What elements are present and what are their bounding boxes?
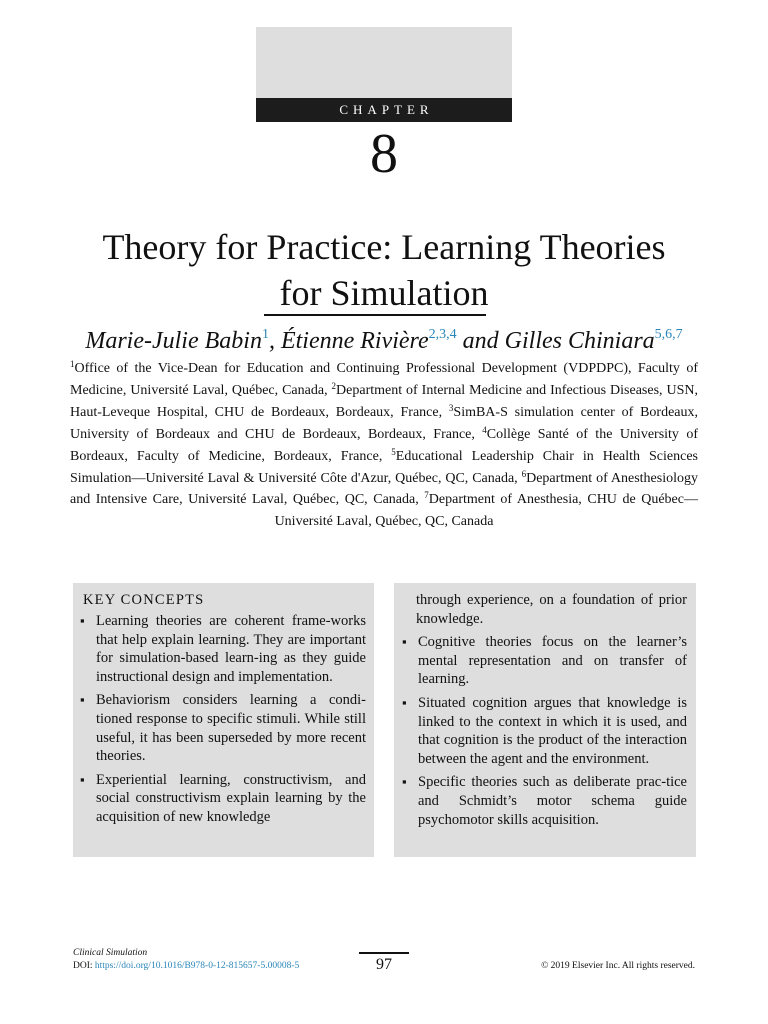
affiliation-mark: 3 [448,402,454,413]
author-separator: , [268,328,281,354]
chapter-title [40,224,728,316]
affiliation-text: Office of the Vice-Dean for Education and Continuing Professional Development (VDPDPC), Faculty of Medicine, Université Laval, Québec, Canada, [70,361,698,398]
author-name: Marie-Julie Babin [85,328,262,354]
affiliation-mark: 7 [424,490,429,501]
key-concept-continuation: through experience, on a foundation of prior knowledge. [416,592,687,627]
author-name: Gilles Chiniara [504,328,655,354]
page-number-rule [359,952,409,954]
key-concept-item: ▪ Specific theories such as deliberate prac-tice and Schmidt’s motor schema guide psychomotor skills acquisition. [402,773,687,829]
doi-link[interactable]: https://doi.org/10.1016/B978-0-12-815657-5.00008-5 [94,961,300,971]
chapter-title-line-1: Theory for Practice: Learning Theories [102,227,666,267]
journal-name: Clinical Simulation [73,948,148,958]
affiliation-text: Department of Anesthesia, CHU de Québec—Université Laval, Québec, QC, Canada [274,492,698,530]
key-concepts-heading: KEY CONCEPTS [83,592,205,608]
title-rule [264,314,486,316]
affiliation-text: Department of Internal Medicine and Infectious Diseases, USN, Haut-Leveque Hospital, CHU de Bordeaux, Bordeaux, France, [70,382,698,420]
affiliation-text: Educational Leadership Chair in Health Sciences Simulation—Université Laval & Université Côte d'Azur, Québec, QC, Canada, [70,448,698,486]
key-concepts-column-left [80,612,366,832]
author-name: Étienne Rivière [280,328,429,354]
chapter-number: 8 [370,123,398,185]
page-number: 97 [376,956,392,973]
author-list [20,324,748,358]
copyright-notice: © 2019 Elsevier Inc. All rights reserved. [541,961,695,971]
key-concept-item: ▪ Cognitive theories focus on the learner’s mental representation and on transfer of learning. [402,633,687,689]
affiliation-text: Collège Santé of the University of Bordeaux, Faculty of Medicine, Bordeaux, France, [70,426,698,464]
affiliation-mark: 2 [331,380,337,391]
author-separator: and [456,328,505,354]
doi-line [73,960,299,972]
affiliation-text: SimBA-S simulation center of Bordeaux, University of Bordeaux and CHU de Bordeaux, Bordeaux, France, [70,404,699,442]
key-concepts-column-right [402,591,687,834]
author-affiliation-marks[interactable]: 2,3,4 [428,327,457,342]
chapter-title-line-2: for Simulation [279,273,489,313]
affiliation-mark: 5 [391,446,396,457]
author-affiliation-marks[interactable]: 5,6,7 [654,327,683,342]
affiliation-mark: 1 [70,359,75,369]
affiliation-mark: 4 [482,424,487,435]
affiliation-mark: 6 [521,468,527,479]
chapter-label: CHAPTER [256,98,512,122]
doi-label: DOI: [73,961,95,971]
key-concept-item: ▪ Learning theories are coherent frame-works that help explain learning. They are important for simulation-based learn-ing as they guide instructional design and implementation. [80,612,366,686]
key-concept-item: ▪ Experiential learning, constructivism, and social constructivism explain learning by the acquisition of new knowledge [80,771,366,827]
affiliation-text: Department of Anesthesiology and Intensive Care, Université Laval, Québec, QC, Canada, [70,470,698,508]
affiliations [70,358,698,533]
author-affiliation-marks[interactable]: 1 [261,327,269,342]
key-concept-item: ▪ Behaviorism considers learning a condi-tioned response to specific stimuli. While still useful, it has been superseded by more recent theories. [80,691,366,765]
key-concept-item: ▪ Situated cognition argues that knowledge is linked to the context in which it is used, and that cognition is the product of the interaction between the agent and the environment. [402,694,687,768]
